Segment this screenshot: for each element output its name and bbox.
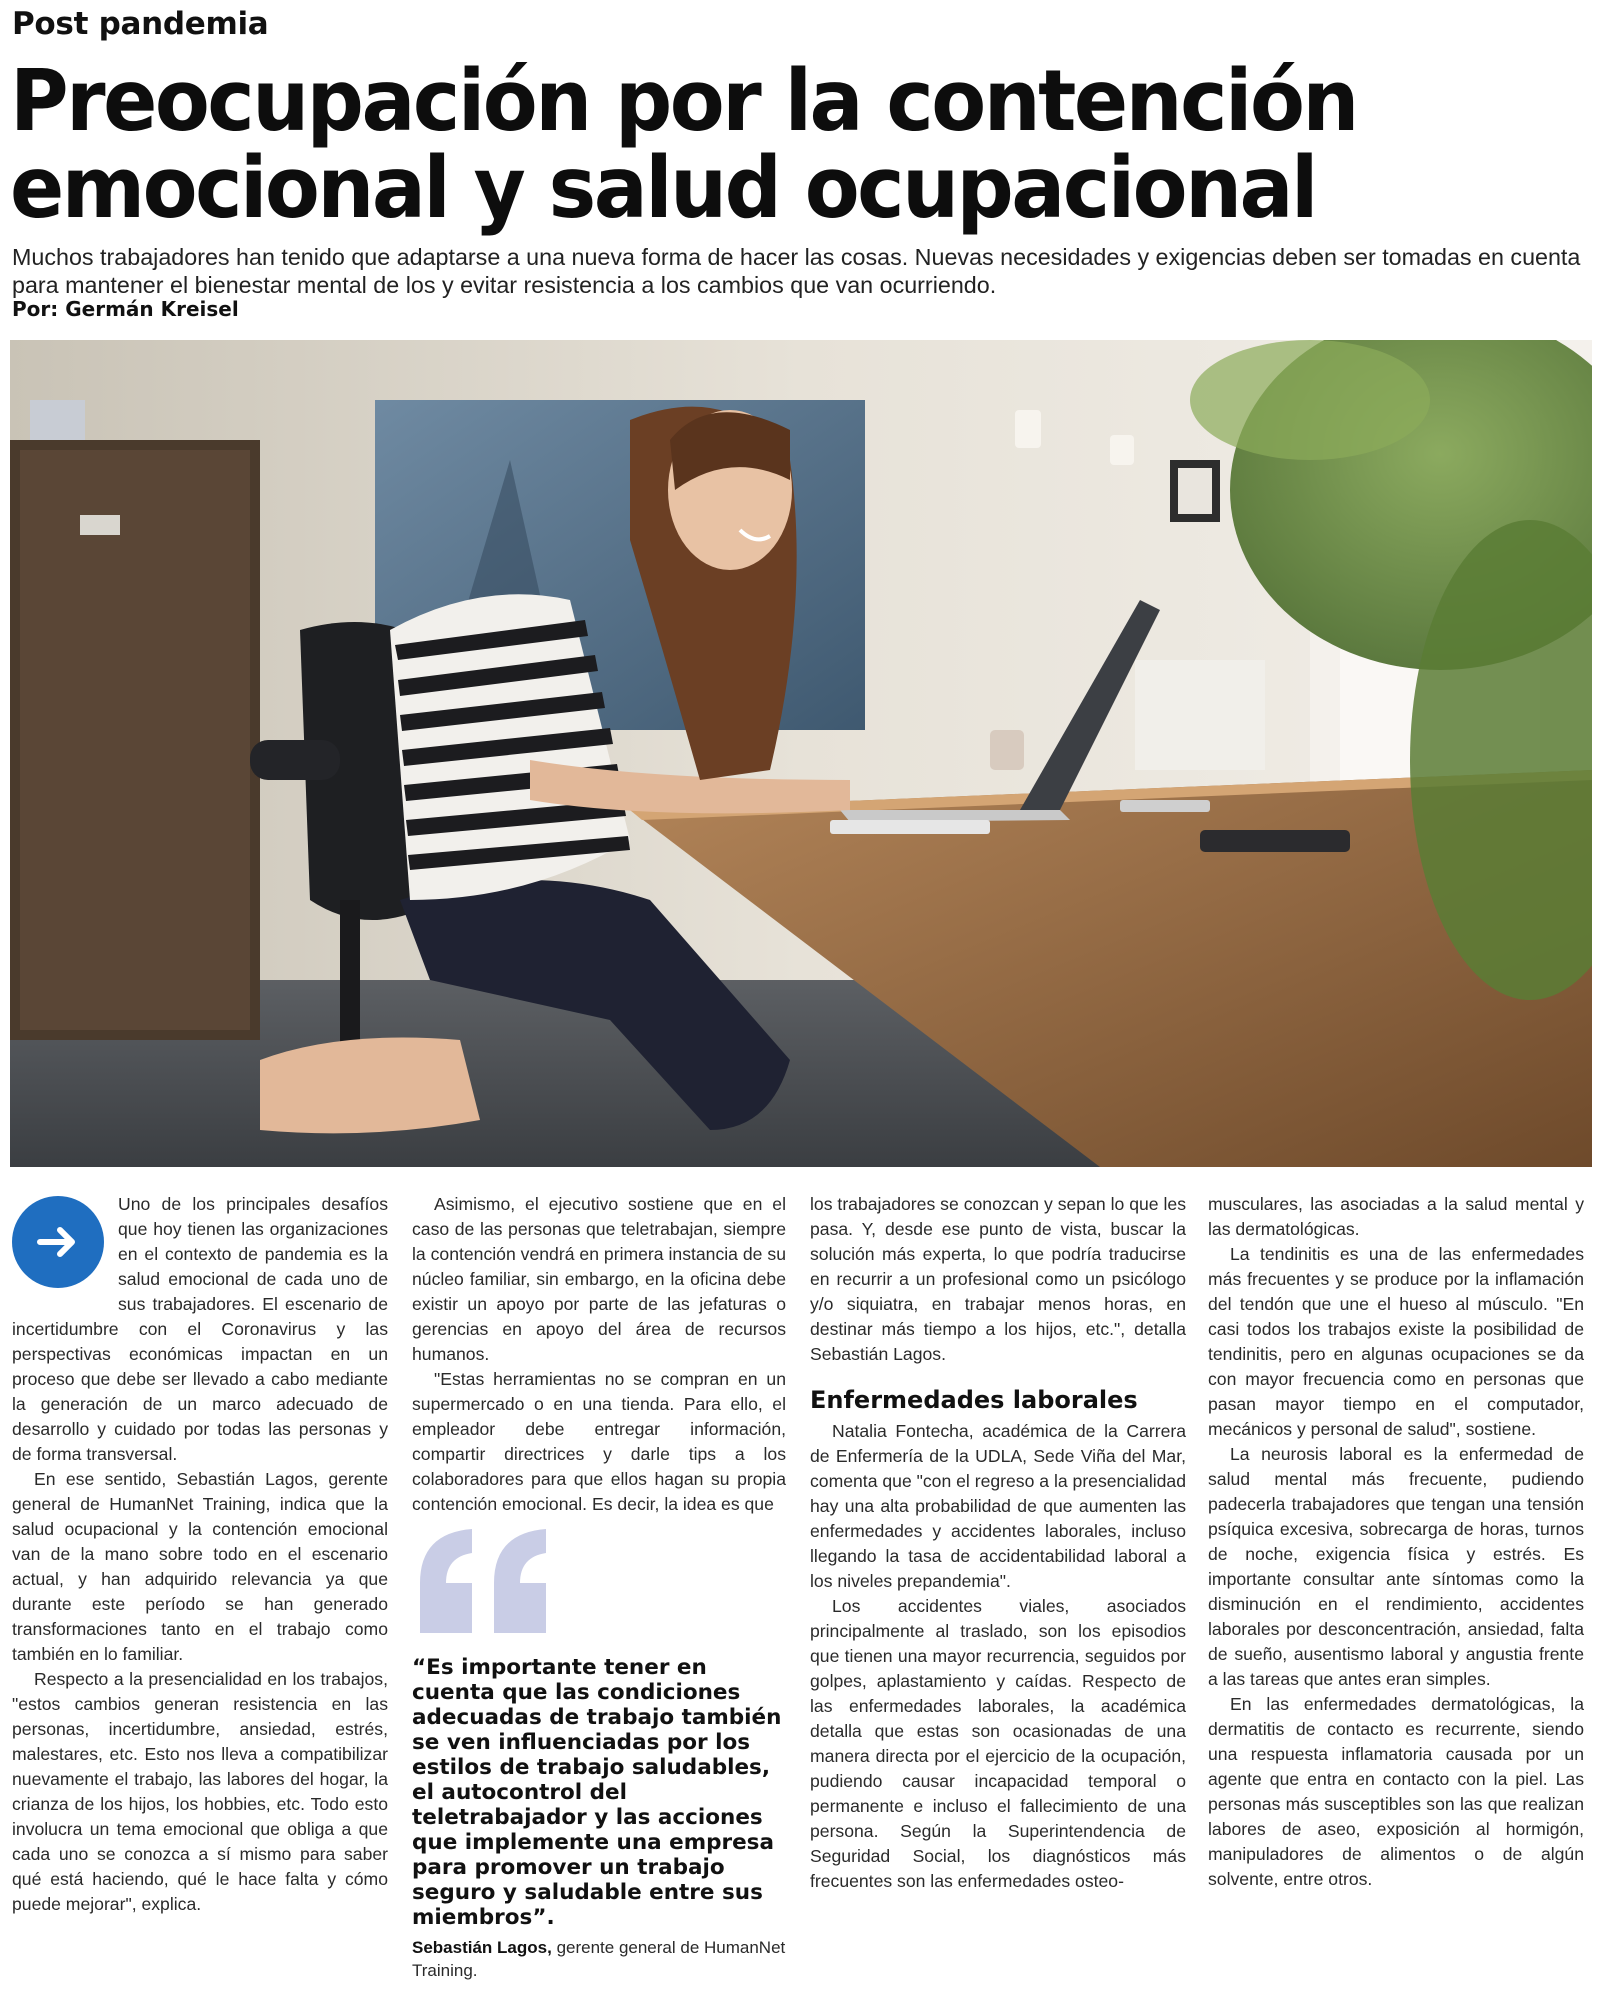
paragraph: En las enfermedades dermatológicas, la dermatitis de contacto es recurrente, siendo una respuesta inflamatoria causada por un agente que entra en contacto con la piel. Las personas más susceptibles son las que realizan labores de aseo, exposición al hormigón, manipuladores de alimentos o de algún solvente, entre otros. [1208,1694,1584,1889]
article-photo [10,340,1592,1167]
column-2 [412,1192,786,1982]
paragraph: Asimismo, el ejecutivo sostiene que en el caso de las personas que teletrabajan, siempre la contención vendrá en primera instancia de su núcleo familiar, sin embargo, en la oficina debe existir un apoyo por parte de las jefaturas o gerencias en apoyo del área de recursos humanos. [412,1194,786,1364]
paragraph: Natalia Fontecha, académica de la Carrera de Enfermería de la UDLA, Sede Viña del Mar, comenta que "con el regreso a la presencialidad hay una alta probabilidad de que aumenten las enfermedades y accidentes laborales, incluso llegando la tasa de accidentabilidad laboral a los niveles prepandemia". [810,1421,1186,1591]
byline: Por: Germán Kreisel [12,297,239,321]
arrow-right-icon [12,1196,104,1288]
paragraph: "Estas herramientas no se compran en un supermercado o en una tienda. Para ello, el empleador debe entregar información, compartir directrices y darle tips a los colaboradores para que ellos hagan su propia contención emocional. Es decir, la idea es que [412,1369,786,1514]
photo-illustration [10,340,1592,1167]
headline [10,51,1600,238]
pull-quote-role: gerente general de HumanNet Training. [412,1938,786,1980]
pull-quote [412,1557,786,1982]
pull-quote-author: Sebastián Lagos, [412,1938,552,1957]
headline-line-1: Preocupación por la contención [10,51,1357,151]
paragraph: Uno de los principales desafíos que hoy tienen las organizaciones en el contexto de pandemia es la salud emocional de cada uno de sus trabajadores. El escenario de incertidumbre con el Coronavirus y las perspectivas económicas impactan en un proceso que debe ser llevado a cabo mediante la generación de un marco adecuado de desarrollo y cuidado por todas las personas y de forma transversal. [12,1194,388,1464]
headline-line-2: emocional y salud ocupacional [10,138,1316,238]
paragraph: los trabajadores se conozcan y sepan lo que les pasa. Y, desde ese punto de vista, buscar la solución más experta, lo que podría traducirse en recurrir a un profesional como un psicólogo y/o siquiatra, en trabajar menos horas, en destinar más tiempo a los hijos, etc.", detalla Sebastián Lagos. [810,1194,1186,1364]
paragraph: La neurosis laboral es la enfermedad de salud mental más frecuente, pudiendo padecerla trabajadores que tengan una tensión psíquica excesiva, sobrecarga de horas, turnos de noche, exigencia física y estrés. Es importante consultar ante síntomas como la disminución en el rendimiento, accidentes laborales por desconcentración, ansiedad, falta de sueño, ausentismo laboral y angustia frente a las tareas que antes eran simples. [1208,1444,1584,1689]
deck: Muchos trabajadores han tenido que adaptarse a una nueva forma de hacer las cosas. Nuevas necesidades y exigencias deben ser tomadas en cuenta para mantener el bienestar mental de los y evitar resistencia a los cambios que van ocurriendo. [12,244,1581,298]
paragraph: La tendinitis es una de las enfermedades más frecuentes y se produce por la inflamación del tendón que une el hueso al músculo. "En casi todos los trabajos existe la posibilidad de tendinitis, pero en algunas ocupaciones se da con mayor frecuencia como en personas que pasan mayor tiempo en el computador, mecánicos y personal de salud", sostiene. [1208,1244,1584,1439]
column-3 [810,1192,1186,1894]
paragraph: Los accidentes viales, asociados principalmente al traslado, son los episodios que tienen una mayor recurrencia, seguidos por golpes, aplastamiento y caídas. Respecto de las enfermedades laborales, la académica detalla que estas son ocasionadas de una manera directa por el ejercicio de la ocupación, pudiendo causar incapacidad temporal o permanente e incluso el fallecimiento de una persona. Según la Superintendencia de Seguridad Social, los diagnósticos más frecuentes son las enfermedades osteo- [810,1596,1186,1891]
column-1 [12,1192,388,1917]
section-label: Post pandemia [12,6,269,42]
paragraph: Respecto a la presencialidad en los trabajos, "estos cambios generan resistencia en las personas, incertidumbre, ansiedad, estrés, malestares, etc. Esto nos lleva a compatibilizar nuevamente el trabajo, las labores del hogar, la crianza de los hijos, los hobbies, etc. Todo esto involucra un tema emocional que obliga a que cada uno se conozca a sí mismo para saber qué está haciendo, qué le hace falta y cómo puede mejorar", explica. [12,1669,388,1914]
subheading: Enfermedades laborales [810,1386,1138,1414]
paragraph: En ese sentido, Sebastián Lagos, gerente general de HumanNet Training, indica que la salud ocupacional y la contención emocional van de la mano sobre todo en el escenario actual, y han adquirido relevancia ya que durante este período se han generado transformaciones tanto en el trabajo como también en lo familiar. [12,1469,388,1664]
pull-quote-attribution [412,1936,786,1982]
column-4 [1208,1192,1584,1892]
paragraph: musculares, las asociadas a la salud mental y las dermatológicas. [1208,1194,1584,1239]
pull-quote-text: “Es importante tener en cuenta que las condiciones adecuadas de trabajo también se ven influenciadas por los estilos de trabajo saludables, el autocontrol del teletrabajador y las acciones que implemente una empresa para promover un trabajo seguro y saludable entre sus miembros”. [412,1655,782,1930]
